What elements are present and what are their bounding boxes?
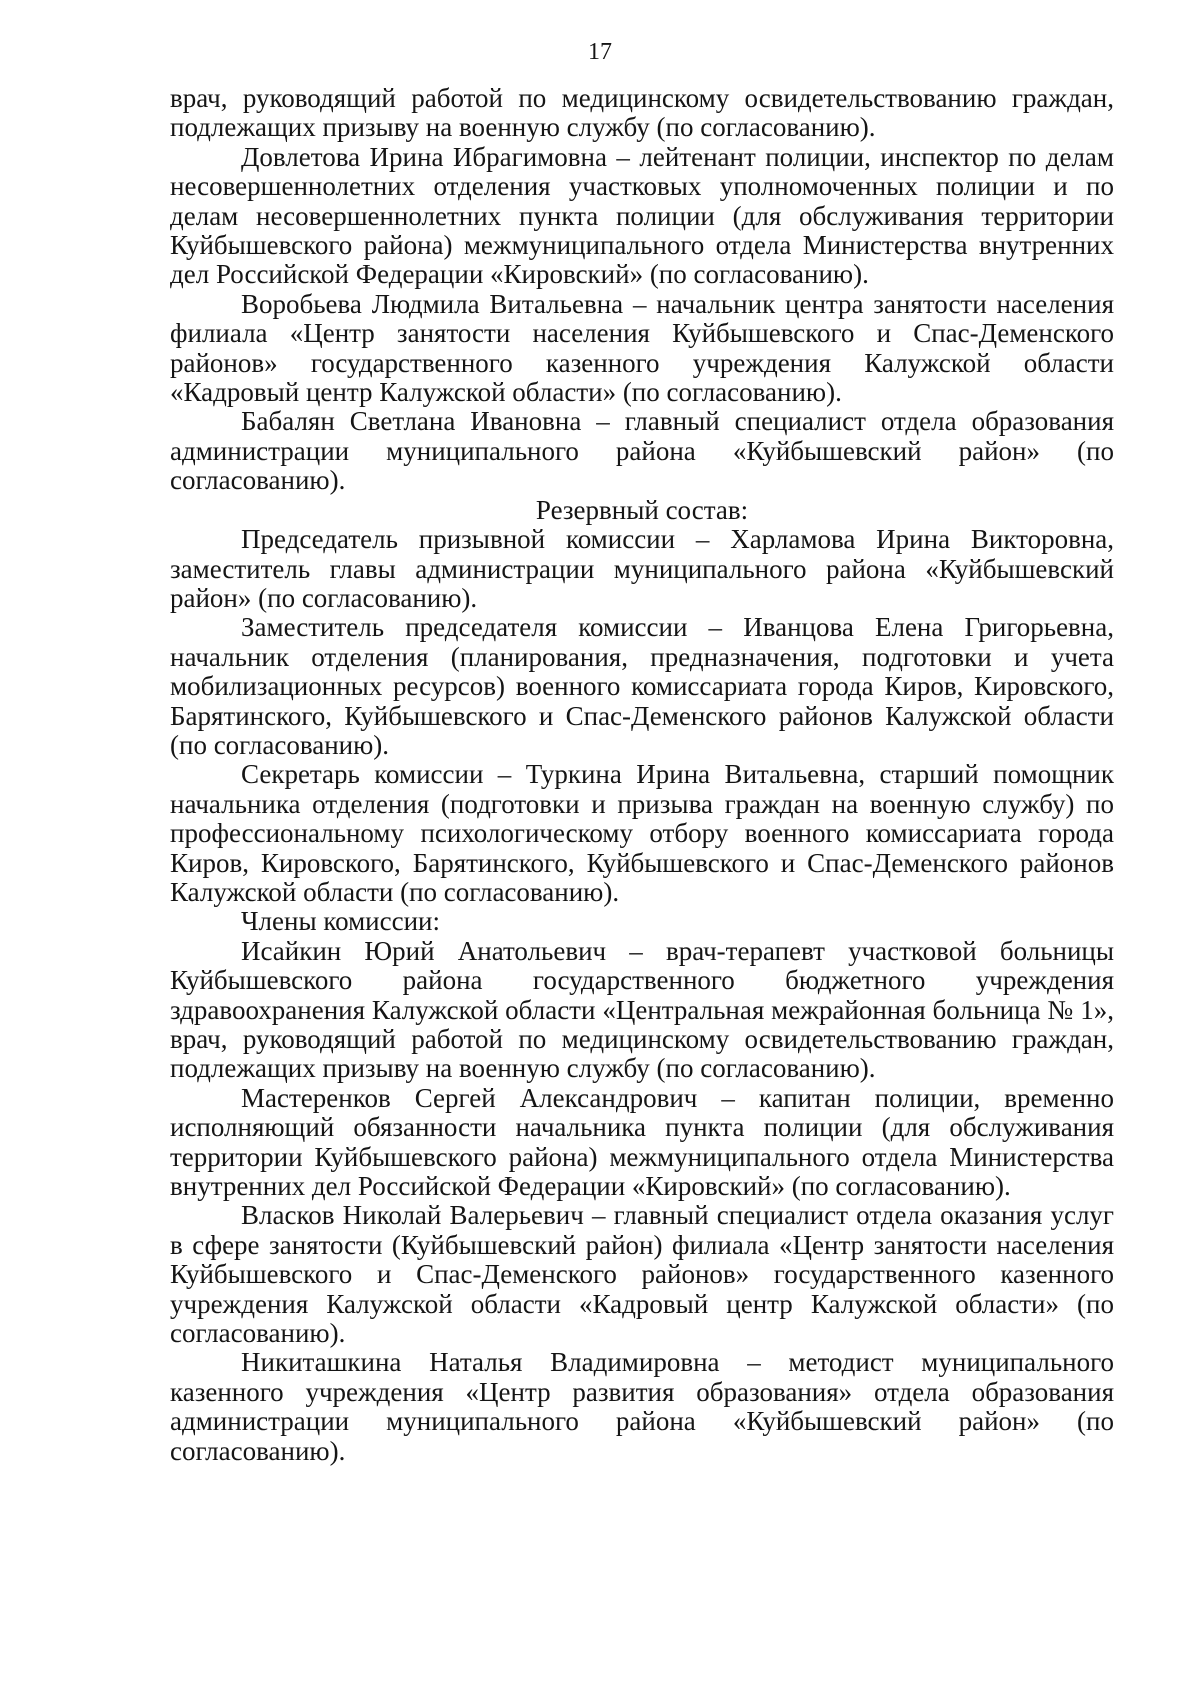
- paragraph: Воробьева Людмила Витальевна – начальник центра занятости населения филиала «Центр занятости населения Куйбышевского и Спас-Деменского районов» государственного казенного учреждения Калужской области «Кадровый центр Калужской области» (по согласованию).: [170, 288, 1114, 408]
- paragraph: Мастеренков Сергей Александрович – капитан полиции, временно исполняющий обязанности начальника пункта полиции (для обслуживания территории Куйбышевского района) межмуниципального отдела Министерства внутренних дел Российской Федерации «Кировский» (по согласованию).: [170, 1082, 1114, 1202]
- paragraph: Бабалян Светлана Ивановна – главный специалист отдела образования администрации муниципального района «Куйбышевский район» (по согласованию).: [170, 406, 1114, 496]
- document-body: [170, 84, 1114, 1466]
- paragraph: Исайкин Юрий Анатольевич – врач-терапевт участковой больницы Куйбышевского района государственного бюджетного учреждения здравоохранения Калужской области «Центральная межрайонная больница № 1», врач, руководящий работой по медицинскому освидетельствованию граждан, подлежащих призыву на военную службу (по согласованию).: [170, 935, 1114, 1084]
- paragraph: Заместитель председателя комиссии – Иванцова Елена Григорьевна, начальник отделения (планирования, предназначения, подготовки и учета мобилизационных ресурсов) военного комиссариата города Киров, Кировского, Барятинского, Куйбышевского и Спас-Деменского районов Калужской области (по согласованию).: [170, 612, 1114, 760]
- paragraph: Председатель призывной комиссии – Харламова Ирина Викторовна, заместитель главы администрации муниципального района «Куйбышевский район» (по согласованию).: [170, 524, 1114, 613]
- paragraph: врач, руководящий работой по медицинскому освидетельствованию граждан, подлежащих призыву на военную службу (по согласованию).: [170, 83, 1114, 143]
- section-heading: Резервный состав:: [535, 494, 749, 525]
- paragraph: Никиташкина Наталья Владимировна – методист муниципального казенного учреждения «Центр развития образования» отдела образования администрации муниципального района «Куйбышевский район» (по согласованию).: [170, 1347, 1114, 1466]
- paragraph: Члены комиссии:: [241, 906, 440, 937]
- paragraph: Довлетова Ирина Ибрагимовна – лейтенант полиции, инспектор по делам несовершеннолетних отделения участковых уполномоченных полиции и по делам несовершеннолетних пункта полиции (для обслуживания территории Куйбышевского района) межмуниципального отдела Министерства внутренних дел Российской Федерации «Кировский» (по согласованию).: [170, 141, 1114, 290]
- paragraph: Секретарь комиссии – Туркина Ирина Витальевна, старший помощник начальника отделения (подготовки и призыва граждан на военную службу) по профессиональному психологическому отбору военного комиссариата города Киров, Кировского, Барятинского, Куйбышевского и Спас-Деменского районов Калужской области (по согласованию).: [170, 759, 1114, 907]
- paragraph: Власков Николай Валерьевич – главный специалист отдела оказания услуг в сфере занятости (Куйбышевский район) филиала «Центр занятости населения Куйбышевского и Спас-Деменского районов» государственного казенного учреждения Калужской области «Кадровый центр Калужской области» (по согласованию).: [170, 1200, 1114, 1349]
- page-number: 17: [588, 39, 612, 65]
